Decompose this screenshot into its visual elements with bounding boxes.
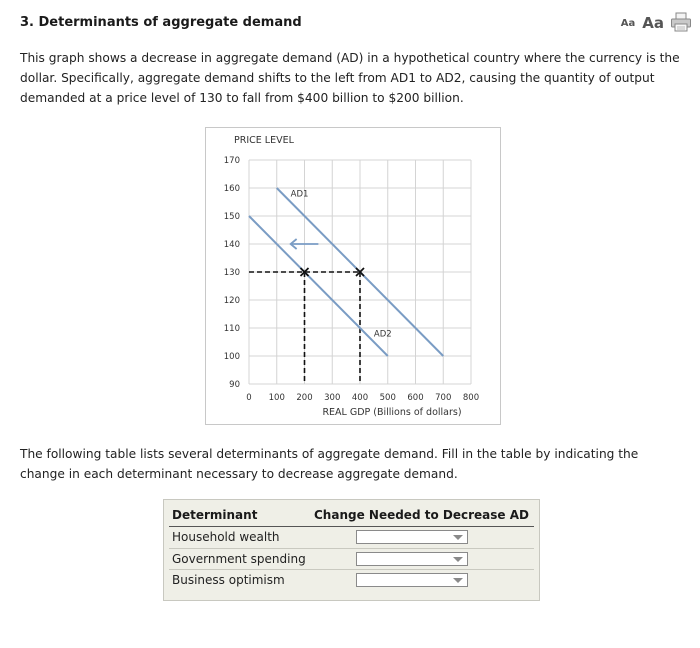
table-instructions: The following table lists several determinants of aggregate demand. Fill in the table by indicating the change in each determinant necessary to decrease aggregate demand.: [20, 447, 639, 481]
x-tick-label: 700: [435, 393, 452, 403]
chevron-down-icon: [453, 535, 463, 540]
x-axis-title: REAL GDP (Billions of dollars): [322, 407, 462, 418]
x-tick-label: 100: [268, 393, 285, 403]
row-label-business-optimism: Business optimism: [172, 573, 285, 587]
table-row: [169, 527, 534, 548]
determinant-header: Determinant: [172, 508, 258, 522]
y-tick-label: 100: [223, 352, 240, 362]
y-tick-label: 130: [223, 268, 240, 278]
y-tick-label: 170: [223, 156, 240, 166]
y-tick-label: 110: [223, 324, 240, 334]
y-tick-label: 120: [223, 296, 240, 306]
increase-font-button[interactable]: Aa: [642, 14, 664, 32]
x-tick-label: 300: [324, 393, 341, 403]
x-tick-label: 400: [351, 393, 369, 403]
x-tick-label: 200: [296, 393, 313, 403]
business-optimism-dropdown[interactable]: [356, 573, 468, 587]
y-tick-label: 140: [223, 240, 240, 250]
y-tick-label: 150: [223, 212, 240, 222]
y-tick-label: 160: [223, 184, 240, 194]
intro-paragraph: This graph shows a decrease in aggregate demand (AD) in a hypothetical country where the currency is the dollar. Specifically, aggregate demand shifts to the left from AD1 to AD2, causing the quantity of output demanded at a price level of 130 to fall from $400 billion to $200 billion.: [20, 51, 680, 105]
ad-graph-plot: [206, 128, 502, 426]
x-tick-label: 500: [379, 393, 396, 403]
x-tick-label: 0: [246, 393, 252, 403]
y-axis-title: PRICE LEVEL: [234, 135, 294, 146]
row-label-government-spending: Government spending: [172, 552, 306, 566]
toolbar: [621, 12, 692, 32]
table-row: [169, 548, 534, 570]
question-title: 3. Determinants of aggregate demand: [20, 15, 302, 30]
government-spending-dropdown[interactable]: [356, 552, 468, 566]
question-header: [20, 14, 692, 36]
change-header: Change Needed to Decrease AD: [314, 508, 529, 522]
row-label-household-wealth: Household wealth: [172, 530, 280, 544]
print-icon[interactable]: [670, 12, 692, 32]
curve-label-ad1: AD1: [290, 189, 309, 200]
household-wealth-dropdown[interactable]: [356, 530, 468, 544]
decrease-font-button[interactable]: Aa: [620, 18, 636, 29]
curve-ad2: [249, 216, 388, 356]
y-tick-label: 90: [229, 380, 240, 390]
x-tick-label: 800: [462, 393, 480, 403]
chevron-down-icon: [453, 557, 463, 562]
determinants-table: [163, 499, 540, 601]
ad-graph: [205, 127, 501, 425]
curve-label-ad2: AD2: [373, 329, 392, 340]
table-row: [169, 569, 534, 591]
x-tick-label: 600: [407, 393, 424, 403]
chevron-down-icon: [453, 578, 463, 583]
